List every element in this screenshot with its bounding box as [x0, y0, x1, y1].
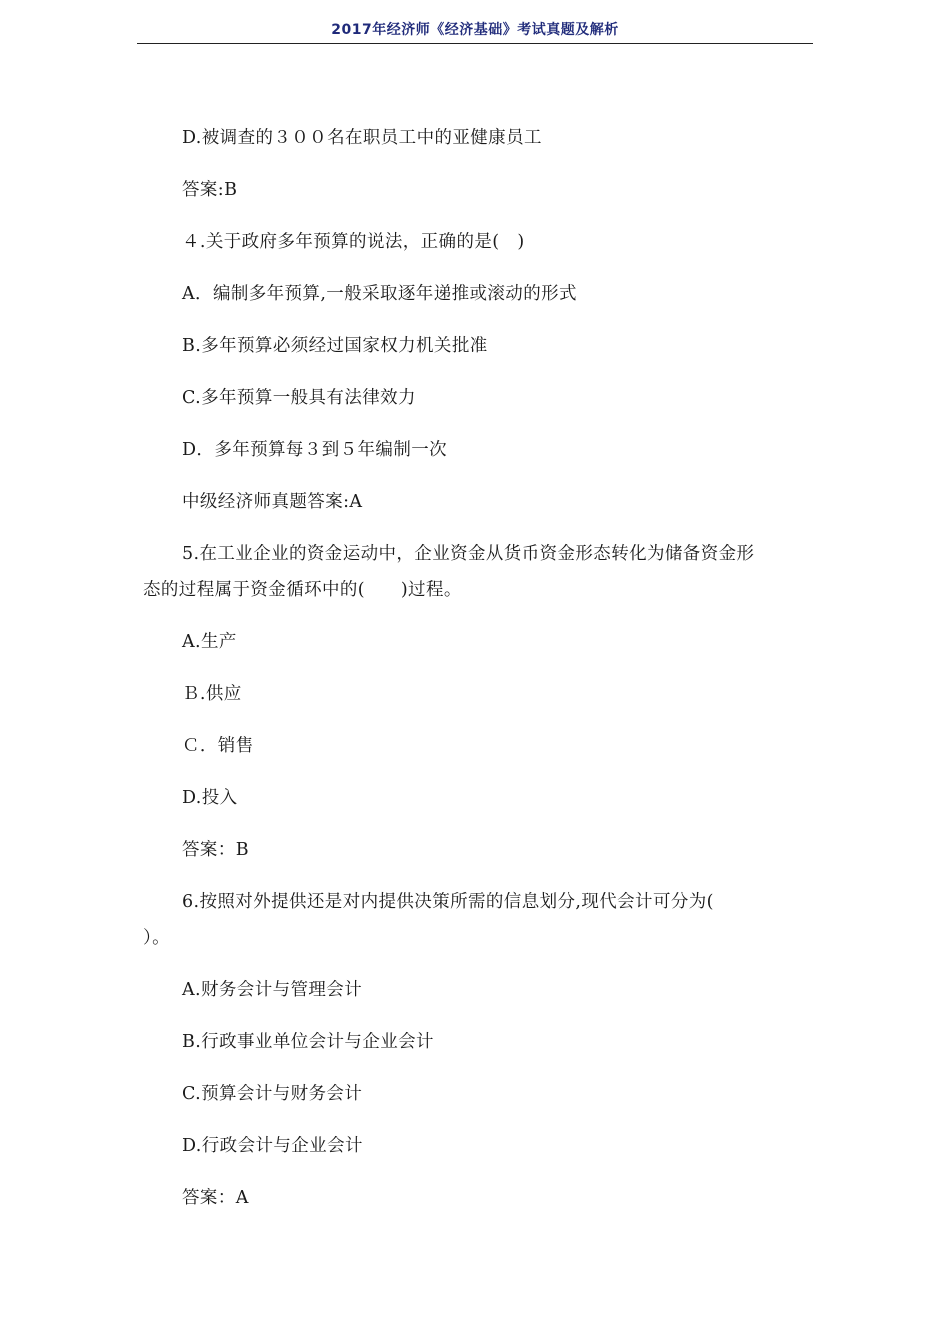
q4-question: ４.关于政府多年预算的说法，正确的是( ) — [182, 232, 525, 252]
q4-answer: 中级经济师真题答案:A — [182, 492, 363, 512]
q5-option-c: Ｃ．销售 — [182, 736, 254, 756]
q6-question-line1: 6.按照对外提供还是对内提供决策所需的信息划分,现代会计可分为( — [182, 892, 714, 912]
q6-question-line2: ）。 — [143, 928, 171, 948]
q6-option-c: C.预算会计与财务会计 — [182, 1084, 363, 1104]
q4-option-a: A．编制多年预算,一般采取逐年递推或滚动的形式 — [182, 284, 577, 304]
q5-option-a: A.生产 — [182, 632, 237, 652]
q3-answer: 答案:B — [182, 180, 238, 200]
q4-option-d: D．多年预算每３到５年编制一次 — [182, 440, 448, 460]
q4-option-c: C.多年预算一般具有法律效力 — [182, 388, 416, 408]
q5-option-d: D.投入 — [182, 788, 238, 808]
q5-option-b: Ｂ.供应 — [182, 684, 242, 704]
q6-option-d: D.行政会计与企业会计 — [182, 1136, 363, 1156]
q3-option-d: D.被调查的３００名在职员工中的亚健康员工 — [182, 128, 542, 148]
q5-question-line1: 5.在工业企业的资金运动中，企业资金从货币资金形态转化为储备资金形 — [182, 544, 755, 564]
q6-option-a: A.财务会计与管理会计 — [182, 980, 363, 1000]
q6-answer: 答案：A — [182, 1188, 249, 1208]
q6-option-b: B.行政事业单位会计与企业会计 — [182, 1032, 434, 1052]
q4-option-b: B.多年预算必须经过国家权力机关批准 — [182, 336, 488, 356]
q5-question-line2: 态的过程属于资金循环中的( )过程。 — [143, 580, 462, 600]
document-title: 2017年经济师《经济基础》考试真题及解析 — [331, 22, 619, 38]
q5-answer: 答案：B — [182, 840, 249, 860]
page-header — [137, 18, 813, 44]
